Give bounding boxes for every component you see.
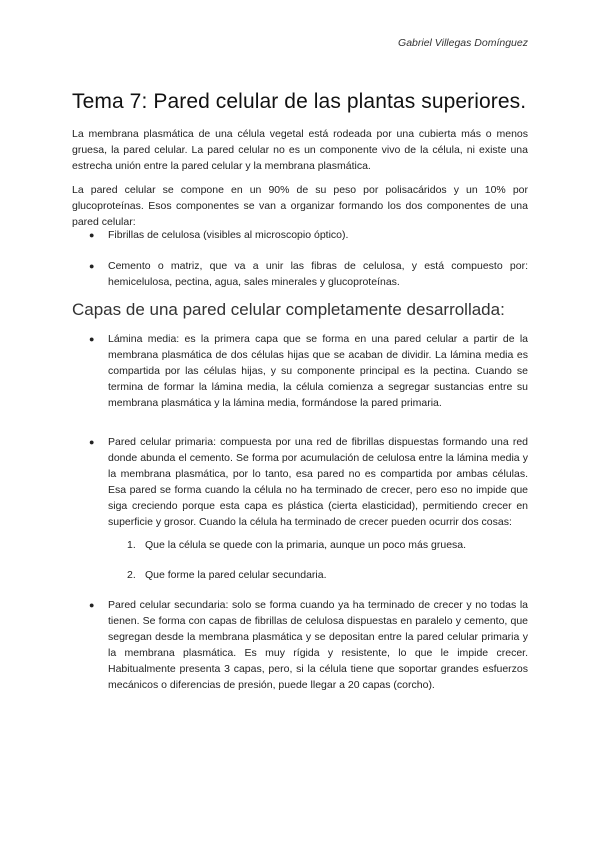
list-item-text: Que forme la pared celular secundaria. <box>145 569 327 581</box>
bullet-icon: ● <box>89 437 95 447</box>
composition-paragraph: La pared celular se compone en un 90% de su peso por polisacáridos y un 10% por glucoproteínas. Esos componentes se van a organizar formando los dos componentes de una pared celular: <box>72 184 528 228</box>
list-item-text: Pared celular primaria: compuesta por una red de fibrillas dispuestas formando una red donde abunda el cemento. Se forma por acumulación de celulosa entre la lámina media y la membrana plasmática, por lo tanto, esa pared no es compartida por ambas células. Esa pared se forma cuando la célula no ha terminado de crecer, pero eso no impide que siga creciendo porque esta capa es plástica (cierta elasticidad), permitiendo crecer en superficie y grosor. Cuando la célula ha terminado de crecer pueden ocurrir dos cosas: <box>108 436 528 528</box>
intro-paragraph: La membrana plasmática de una célula vegetal está rodeada por una cubierta más o menos gruesa, la pared celular. La pared celular no es un componente vivo de la célula, ni existe una estrecha unión entre la pared celular y la membrana plasmática. <box>72 128 528 172</box>
bullet-icon: ● <box>89 230 95 240</box>
bullet-icon: ● <box>89 334 95 344</box>
list-item-text: Que la célula se quede con la primaria, aunque un poco más gruesa. <box>145 539 467 551</box>
bullet-icon: ● <box>89 261 95 271</box>
list-item-middle-lamella <box>89 331 528 411</box>
list-item-text: Cemento o matriz, que va a unir las fibras de celulosa, y está compuesto por: hemicelulosa, pectina, agua, sales minerales y glucoproteínas. <box>108 260 528 288</box>
list-item-outcome-1 <box>127 537 525 553</box>
list-item-outcome-2 <box>127 567 525 583</box>
list-item-matrix <box>89 258 528 290</box>
list-item-primary-wall <box>89 434 528 530</box>
list-number: 1. <box>127 539 136 551</box>
list-item-text: Fibrillas de celulosa (visibles al microscopio óptico). <box>108 229 349 241</box>
list-number: 2. <box>127 569 136 581</box>
list-item-secondary-wall <box>89 597 528 693</box>
page-title: Tema 7: Pared celular de las plantas superiores. <box>72 90 527 113</box>
list-item-cellulose-fibrils <box>89 227 528 243</box>
bullet-icon: ● <box>89 600 95 610</box>
author-header: Gabriel Villegas Domínguez <box>398 37 528 49</box>
section-heading: Capas de una pared celular completamente desarrollada: <box>72 300 505 319</box>
list-item-text: Pared celular secundaria: solo se forma cuando ya ha terminado de crecer y no todas la tienen. Se forma con capas de fibrillas de celulosa dispuestas en paralelo y cemento, que segregan desde la membrana plasmática y se depositan entre la pared celular primaria y la membrana plasmática. Es muy rígida y resistente, lo que le impide crecer. Habitualmente presenta 3 capas, pero, si la célula tiene que soportar grandes esfuerzos mecánicos o diferencias de presión, puede llegar a 20 capas (corcho). <box>108 599 528 691</box>
list-item-text: Lámina media: es la primera capa que se forma en una pared celular a partir de la membrana plasmática de dos células hijas que se acaban de dividir. La lámina media es compartida por las células hijas, y su componente principal es la pectina. Cuando se termina de formar la lámina media, la célula comienza a segregar sustancias entre su membrana plasmática y la lámina media, formándose la pared primaria. <box>108 333 528 409</box>
